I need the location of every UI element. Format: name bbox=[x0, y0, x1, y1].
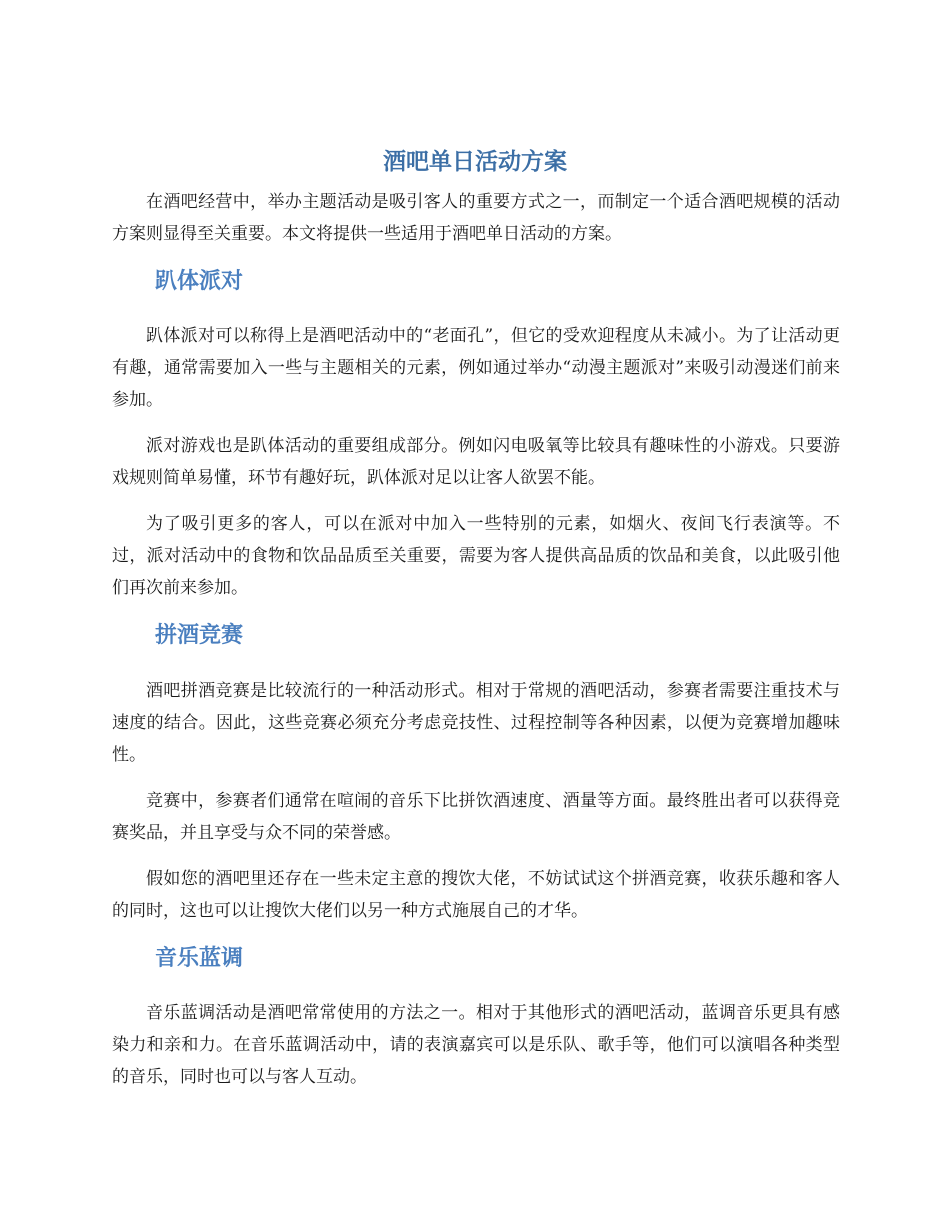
intro-paragraph: 在酒吧经营中，举办主题活动是吸引客人的重要方式之一，而制定一个适合酒吧规模的活动方案则显得至关重要。本文将提供一些适用于酒吧单日活动的方案。 bbox=[112, 192, 840, 244]
section-paragraph: 音乐蓝调活动是酒吧常常使用的方法之一。相对于其他形式的酒吧活动，蓝调音乐更具有感染力和亲和力。在音乐蓝调活动中，请的表演嘉宾可以是乐队、歌手等，他们可以演唱各种类型的音乐，同时也可以与客人互动。 bbox=[112, 1003, 840, 1087]
section-paragraph: 为了吸引更多的客人，可以在派对中加入一些特别的元素，如烟火、夜间飞行表演等。不过，派对活动中的食物和饮品品质至关重要，需要为客人提供高品质的饮品和美食，以此吸引他们再次前来参加。 bbox=[112, 514, 840, 598]
section-paragraph: 派对游戏也是趴体活动的重要组成部分。例如闪电吸氧等比较具有趣味性的小游戏。只要游戏规则简单易懂，环节有趣好玩，趴体派对足以让客人欲罢不能。 bbox=[112, 436, 840, 488]
section-heading-drinking-contest: 拼酒竞赛 bbox=[155, 623, 244, 648]
section-paragraph: 趴体派对可以称得上是酒吧活动中的“老面孔”，但它的受欢迎程度从未减小。为了让活动更有趣，通常需要加入一些与主题相关的元素，例如通过举办“动漫主题派对”来吸引动漫迷们前来参加。 bbox=[112, 326, 840, 410]
document-title: 酒吧单日活动方案 bbox=[383, 149, 567, 175]
section-paragraph: 竞赛中，参赛者们通常在喧闹的音乐下比拼饮酒速度、酒量等方面。最终胜出者可以获得竞赛奖品，并且享受与众不同的荣誉感。 bbox=[112, 791, 840, 843]
section-heading-party: 趴体派对 bbox=[155, 269, 244, 294]
section-paragraph: 酒吧拼酒竞赛是比较流行的一种活动形式。相对于常规的酒吧活动，参赛者需要注重技术与速度的结合。因此，这些竞赛必须充分考虑竞技性、过程控制等各种因素，以便为竞赛增加趣味性。 bbox=[112, 681, 840, 765]
section-paragraph: 假如您的酒吧里还存在一些未定主意的搜饮大佬，不妨试试这个拼酒竞赛，收获乐趣和客人的同时，这也可以让搜饮大佬们以另一种方式施展自己的才华。 bbox=[112, 869, 840, 921]
section-heading-blues-music: 音乐蓝调 bbox=[155, 946, 244, 971]
